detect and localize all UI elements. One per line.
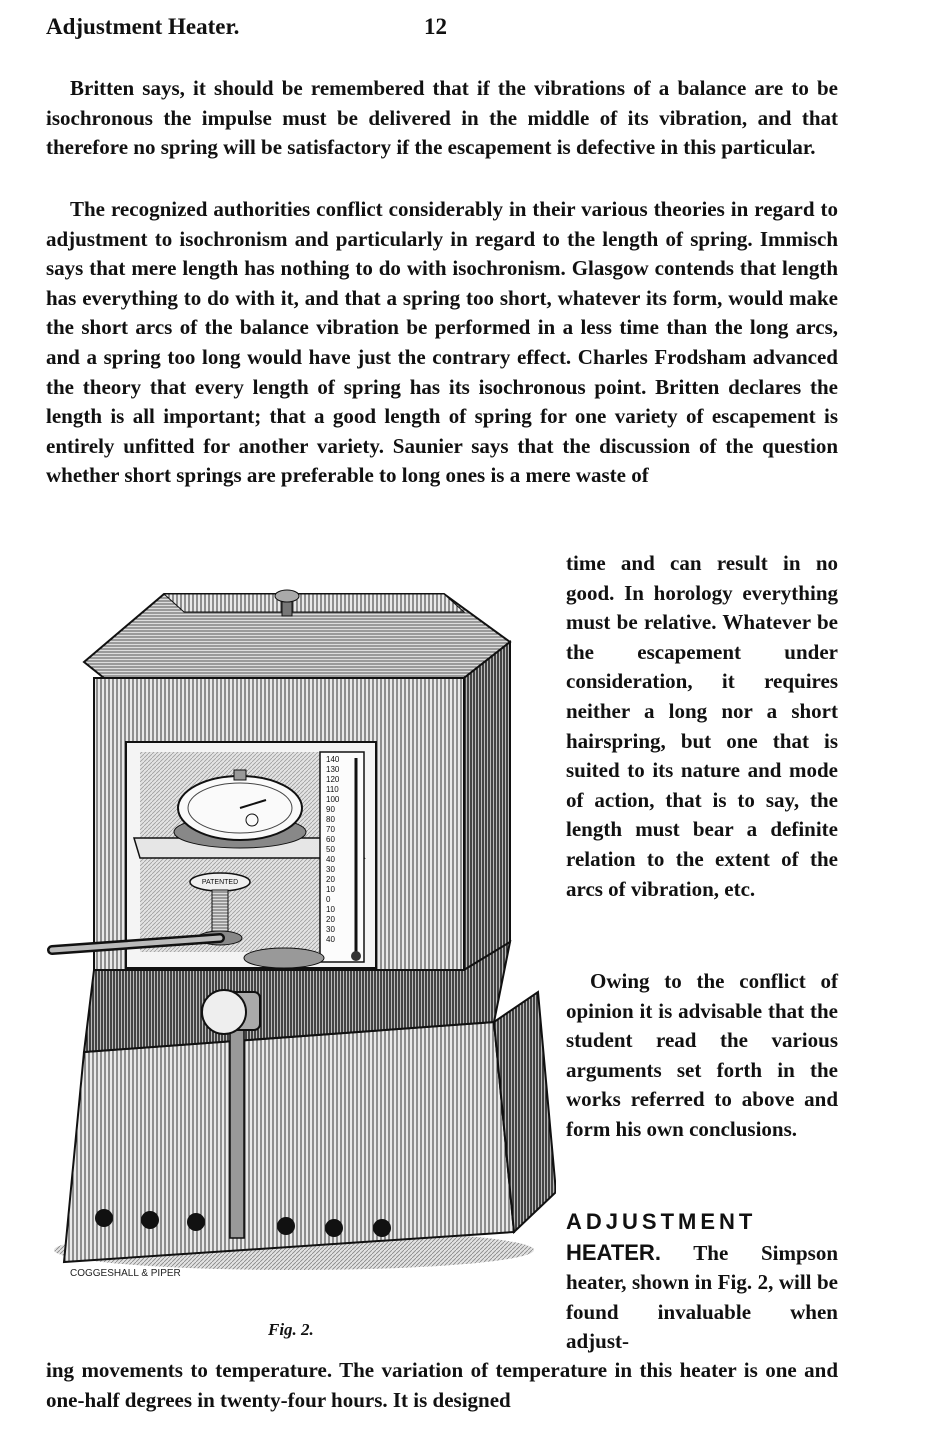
watch-crown (234, 770, 246, 780)
paragraph-temperature: ing movements to temperature. The variation of temperature in this heater is one and one-half degrees in twenty-four hours. It is designed (46, 1358, 838, 1412)
valve-cap (202, 990, 246, 1034)
page-header (46, 14, 846, 46)
heater-illustration (44, 582, 556, 1282)
vent-hole (95, 1209, 113, 1227)
thermometer-label: 10 (326, 905, 335, 914)
thermometer-label: 100 (326, 795, 340, 804)
thermometer-label: 20 (326, 875, 335, 884)
thermometer-label: 40 (326, 855, 335, 864)
thermometer-label: 110 (326, 785, 339, 794)
heater-intro-text: The Simpson heater, shown in Fig. 2, will be found invaluable when adjust- (566, 1240, 839, 1354)
lamp-stem (212, 890, 228, 936)
thermometer-label: 30 (326, 925, 335, 934)
burner (244, 948, 324, 968)
engraver-credit: COGGESHALL & PIPER (70, 1268, 181, 1279)
paragraph-adjustment-heater (566, 1207, 838, 1357)
paragraph-conflict: Owing to the conflict of opinion it is advisable that the student read the various arguments set forth in the works referred to above and form his own conclusions. (566, 969, 838, 1141)
section-heading: ADJUSTMENT (566, 1209, 757, 1234)
thermometer-label: 70 (326, 825, 335, 834)
vent-hole (141, 1211, 159, 1229)
paragraph-authorities: The recognized authorities conflict considerably in their various theories in regard to adjustment to isochronism and particularly in regard to the length of spring. Immisch says that mere length has nothing to do with isochronism. Glasgow contends that length has everything to do with it, and that a spring too short, whatever its form, would make the short arcs of the balance vibration be performed in a less time than the long arcs, and a spring too long would have just the contrary effect. Charles Frodsham advanced the theory that every length of spring has its isochronous point. Britten declares the length is all important; that a good length of spring for one variety of escapement is entirely unfitted for another variety. Saunier says that the discussion of the question whether short springs are preferable to long ones is a mere waste of (46, 197, 838, 488)
regulator-rod (230, 1002, 244, 1238)
vent-hole (187, 1213, 205, 1231)
vent-hole (277, 1217, 295, 1235)
page-number: 12 (424, 14, 447, 39)
vent-hole (373, 1219, 391, 1237)
thermometer-label: 10 (326, 885, 335, 894)
vent-hole (325, 1219, 343, 1237)
thermometer-label: 30 (326, 865, 335, 874)
lid-knob (275, 590, 299, 602)
thermometer-label: 40 (326, 935, 335, 944)
figure-caption: Fig. 2. (268, 1320, 314, 1339)
patent-plate-text: PATENTED (201, 879, 239, 886)
thermometer-label: 80 (326, 815, 335, 824)
thermometer-label: 50 (326, 845, 335, 854)
thermometer-bulb (351, 951, 361, 961)
thermometer-label: 20 (326, 915, 335, 924)
thermometer-label: 120 (326, 775, 340, 784)
lid-top (164, 594, 464, 612)
thermometer-label: 60 (326, 835, 335, 844)
cabinet-side (464, 642, 510, 970)
thermometer-label: 0 (326, 895, 331, 904)
paragraph-horology: time and can result in no good. In horology everything must be relative. Whatever be the escapement under consideration, it requires neither a long nor a short hairspring, but one that is suited to its nature and mode of action, that is to say, the length must bear a definite relation to the extent of the arcs of vibration, etc. (566, 551, 838, 901)
thermometer-label: 90 (326, 805, 335, 814)
running-title: Adjustment Heater. (46, 14, 240, 39)
thermometer-label: 130 (326, 765, 340, 774)
figure-heater (44, 582, 556, 1282)
section-heading-continued: HEATER. (566, 1239, 661, 1265)
thermometer-label: 140 (326, 755, 340, 764)
paragraph-britten: Britten says, it should be remembered that if the vibrations of a balance are to be isochronous the impulse must be delivered in the middle of its vibration, and that therefore no spring will be satisfactory if the escapement is defective in this particular. (46, 76, 838, 160)
